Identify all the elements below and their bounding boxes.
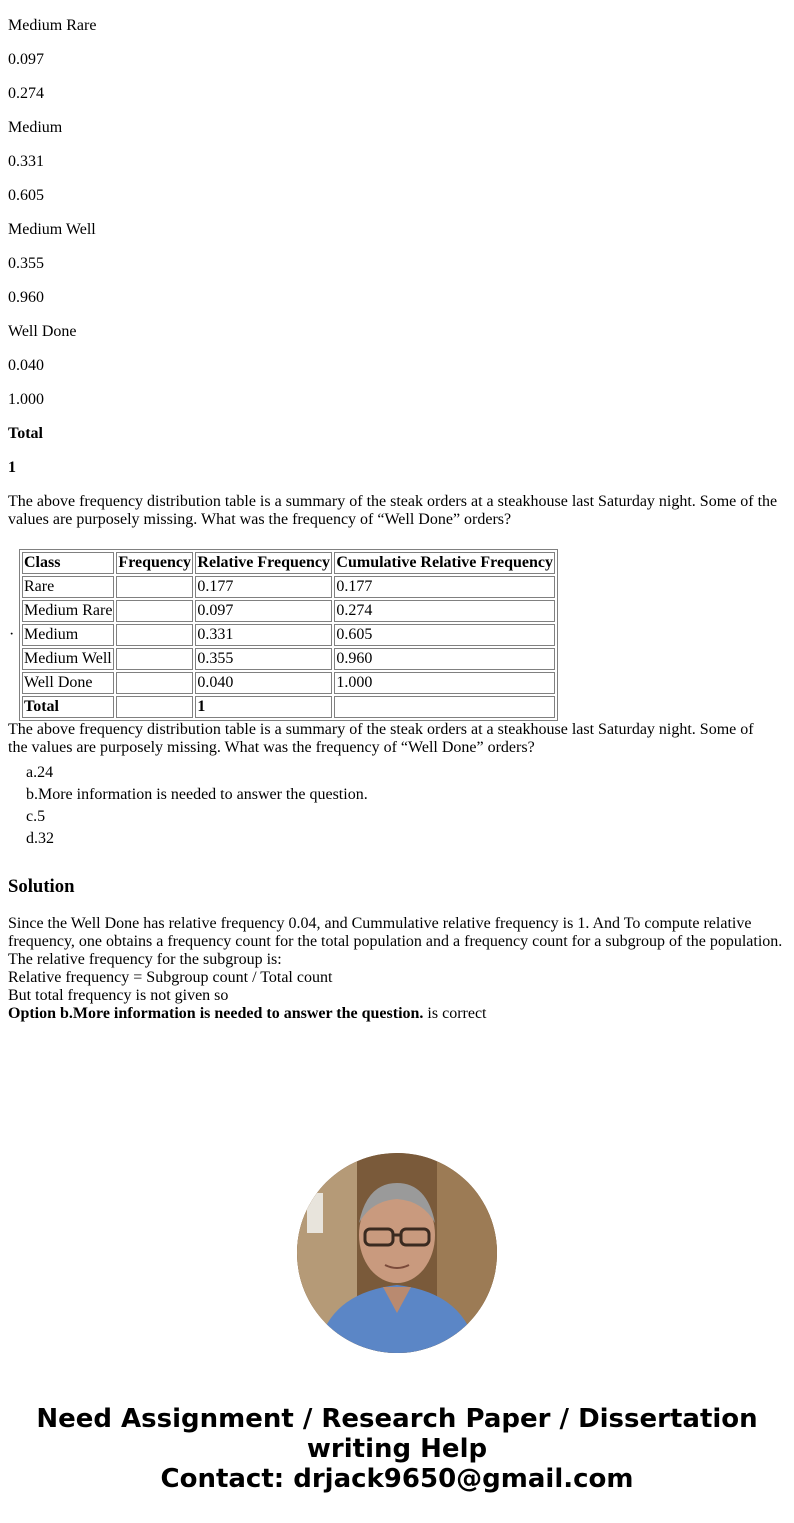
table-cell: [334, 696, 555, 718]
table-cell: [116, 624, 193, 646]
table-cell: Rare: [22, 576, 114, 598]
top-line: 0.355: [8, 255, 44, 272]
question-block: [9, 549, 786, 721]
frequency-table: [19, 549, 558, 721]
table-header: Relative Frequency: [195, 552, 332, 574]
table-row: [22, 600, 555, 622]
top-line-total-value: 1: [8, 459, 16, 476]
answer-rest: is correct: [423, 1005, 487, 1022]
table-cell: [116, 696, 193, 718]
table-cell: Medium: [22, 624, 114, 646]
solution-answer: [8, 1005, 786, 1023]
table-cell: Well Done: [22, 672, 114, 694]
table-cell: 0.274: [334, 600, 555, 622]
top-line: 0.274: [8, 85, 44, 102]
top-line: Well Done: [8, 323, 77, 340]
footer-line-1: Need Assignment / Research Paper / Dissertation: [36, 1404, 758, 1434]
top-line: 0.605: [8, 187, 44, 204]
top-line: Medium Rare: [8, 17, 97, 34]
top-line-total-label: Total: [8, 425, 43, 442]
avatar: [297, 1153, 497, 1353]
top-line: 0.097: [8, 51, 44, 68]
table-cell: 0.960: [334, 648, 555, 670]
answer-options: [26, 764, 786, 852]
bullet: ·: [9, 626, 15, 643]
table-header: Frequency: [116, 552, 193, 574]
table-cell: 1: [195, 696, 332, 718]
table-cell: 0.097: [195, 600, 332, 622]
top-line: 1.000: [8, 391, 44, 408]
solution-para-1: Since the Well Done has relative frequency 0.04, and Cummulative relative frequency is 1. And To compute relative frequency, one obtains a frequency count for the total population and a frequency count for a subgroup of the population. The relative frequency for the subgroup is:: [8, 915, 783, 968]
option-d: d.32: [26, 830, 54, 847]
table-cell: [116, 576, 193, 598]
table-cell: [116, 672, 193, 694]
table-header: Cumulative Relative Frequency: [334, 552, 555, 574]
top-line: 0.331: [8, 153, 44, 170]
table-cell: [116, 600, 193, 622]
tutor-photo: [297, 1153, 497, 1353]
table-row: [22, 576, 555, 598]
table-row-total: [22, 696, 555, 718]
table-header: Class: [22, 552, 114, 574]
question-text: The above frequency distribution table is a summary of the steak orders at a steakhouse last Saturday night. Some of the values are purposely missing. What was the frequency of “Well Done” orders?: [8, 721, 754, 756]
top-line: Medium Well: [8, 221, 96, 238]
top-line: Medium: [8, 119, 63, 136]
table-cell: Total: [22, 696, 114, 718]
top-line: 0.040: [8, 357, 44, 374]
table-cell: 0.177: [195, 576, 332, 598]
table-cell: Medium Rare: [22, 600, 114, 622]
top-line: 0.960: [8, 289, 44, 306]
table-cell: Medium Well: [22, 648, 114, 670]
table-row: [22, 672, 555, 694]
solution-heading: Solution: [8, 876, 75, 897]
solution-para-2: Relative frequency = Subgroup count / Total count: [8, 969, 333, 986]
table-cell: 0.355: [195, 648, 332, 670]
option-c: c.5: [26, 808, 46, 825]
footer-contact: Contact: drjack9650@gmail.com: [160, 1464, 634, 1494]
option-b: b.More information is needed to answer the question.: [26, 786, 368, 803]
table-row: [22, 624, 555, 646]
table-cell: 1.000: [334, 672, 555, 694]
table-header-row: [22, 552, 555, 574]
table-cell: 0.040: [195, 672, 332, 694]
footer-line-2: writing Help: [306, 1434, 488, 1464]
intro-text: The above frequency distribution table is a summary of the steak orders at a steakhouse last Saturday night. Some of the values are purposely missing. What was the frequency of “Well Done” orders?: [8, 493, 778, 528]
top-lines: [8, 0, 786, 477]
table-cell: 0.605: [334, 624, 555, 646]
table-cell: [116, 648, 193, 670]
table-row: [22, 648, 555, 670]
table-cell: 0.331: [195, 624, 332, 646]
option-a: a.24: [26, 764, 54, 781]
answer-bold: Option b.More information is needed to answer the question.: [8, 1005, 424, 1022]
table-cell: 0.177: [334, 576, 555, 598]
solution-para-3: But total frequency is not given so: [8, 987, 229, 1004]
footer-banner: [0, 1404, 794, 1494]
